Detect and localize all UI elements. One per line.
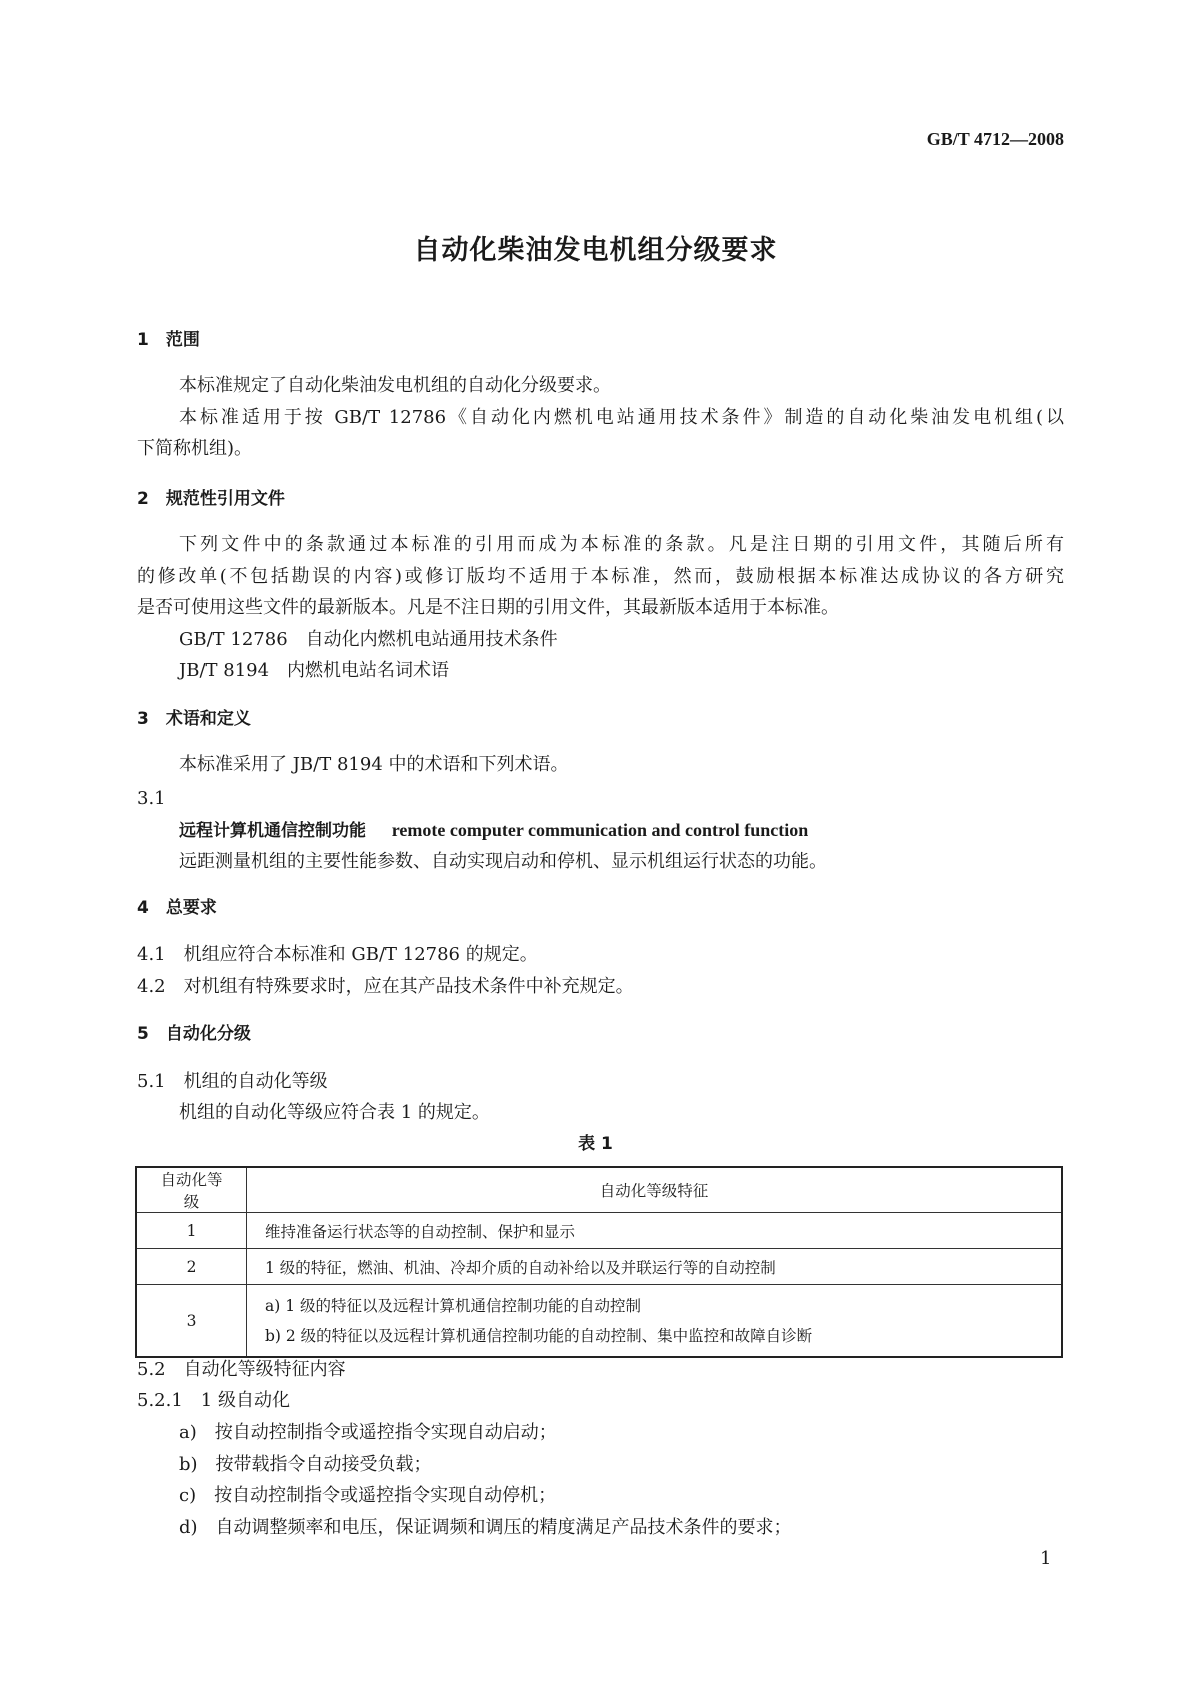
table-header: 自动化等级特征 <box>247 1167 1063 1213</box>
list-item <box>179 1517 792 1539</box>
clause-4-1: 4.1 机组应符合本标准和 GB/T 12786 的规定。 <box>137 944 538 965</box>
table-header: 自动化等级 <box>136 1167 247 1213</box>
list-text: 自动调整频率和电压，保证调频和调压的精度满足产品技术条件的要求； <box>215 1517 792 1538</box>
clause-5-2-1: 5.2.1 1 级自动化 <box>137 1390 290 1411</box>
table-header-row <box>136 1167 1062 1213</box>
paragraph-line: 的修改单(不包括勘误的内容)或修订版均不适用于本标准，然而，鼓励根据本标准达成协议的各方研究 <box>137 566 1064 587</box>
section-5-heading: 5 自动化分级 <box>137 1024 251 1044</box>
paragraph-line: 下列文件中的条款通过本标准的引用而成为本标准的条款。凡是注日期的引用文件，其随后所有 <box>179 534 1064 555</box>
section-1-heading: 1 范围 <box>137 330 200 350</box>
term-english: remote computer communication and control function <box>391 820 809 840</box>
clause-5-2: 5.2 自动化等级特征内容 <box>137 1359 346 1380</box>
table-cell-features: 维持准备运行状态等的自动控制、保护和显示 <box>247 1213 1063 1249</box>
paragraph: 本标准规定了自动化柴油发电机组的自动化分级要求。 <box>179 375 611 396</box>
paragraph: 机组的自动化等级应符合表 1 的规定。 <box>179 1102 490 1123</box>
list-item <box>179 1454 432 1476</box>
clause-4-2: 4.2 对机组有特殊要求时，应在其产品技术条件中补充规定。 <box>137 976 634 997</box>
section-2-heading: 2 规范性引用文件 <box>137 489 285 509</box>
term-definition: 远距测量机组的主要性能参数、自动实现启动和停机、显示机组运行状态的功能。 <box>179 851 827 872</box>
paragraph-line: 本标准适用于按 GB/T 12786《自动化内燃机电站通用技术条件》制造的自动化柴油发电机组(以 <box>179 407 1064 428</box>
list-text: 按自动控制指令或遥控指令实现自动停机； <box>214 1485 557 1506</box>
reference-item: GB/T 12786 自动化内燃机电站通用技术条件 <box>179 629 558 650</box>
document-title: 自动化柴油发电机组分级要求 <box>413 235 778 266</box>
standard-number: GB/T 4712—2008 <box>926 129 1064 149</box>
table-cell-level: 2 <box>136 1249 247 1285</box>
list-label: b) <box>179 1454 198 1475</box>
feature-line: b) 2 级的特征以及远程计算机通信控制功能的自动控制、集中监控和故障自诊断 <box>265 1326 813 1345</box>
table-caption: 表 1 <box>578 1134 613 1154</box>
paragraph-line: 是否可使用这些文件的最新版本。凡是不注日期的引用文件，其最新版本适用于本标准。 <box>137 597 839 618</box>
page-number: 1 <box>1040 1548 1052 1569</box>
clause-number: 3.1 <box>137 788 166 809</box>
list-text: 按带载指令自动接受负载； <box>215 1454 432 1475</box>
reference-item: JB/T 8194 内燃机电站名词术语 <box>179 660 450 681</box>
term-chinese: 远程计算机通信控制功能 <box>179 821 366 841</box>
list-label: d) <box>179 1517 198 1538</box>
list-label: a) <box>179 1422 197 1443</box>
paragraph-line: 下简称机组)。 <box>137 438 253 459</box>
section-4-heading: 4 总要求 <box>137 898 217 918</box>
table-row <box>136 1249 1062 1285</box>
table-cell-features <box>247 1285 1063 1358</box>
section-3-heading: 3 术语和定义 <box>137 709 251 729</box>
table-row <box>136 1285 1062 1358</box>
paragraph: 本标准采用了 JB/T 8194 中的术语和下列术语。 <box>179 754 569 775</box>
table-cell-features: 1 级的特征，燃油、机油、冷却介质的自动补给以及并联运行等的自动控制 <box>247 1249 1063 1285</box>
list-item <box>179 1422 557 1444</box>
list-item <box>179 1485 556 1507</box>
table-cell-level: 3 <box>136 1285 247 1358</box>
list-text: 按自动控制指令或遥控指令实现自动启动； <box>214 1422 557 1443</box>
automation-level-table <box>135 1166 1063 1358</box>
feature-line: a) 1 级的特征以及远程计算机通信控制功能的自动控制 <box>265 1296 642 1315</box>
table-cell-level: 1 <box>136 1213 247 1249</box>
clause-5-1: 5.1 机组的自动化等级 <box>137 1071 328 1092</box>
list-label: c) <box>179 1485 197 1506</box>
table-row <box>136 1213 1062 1249</box>
